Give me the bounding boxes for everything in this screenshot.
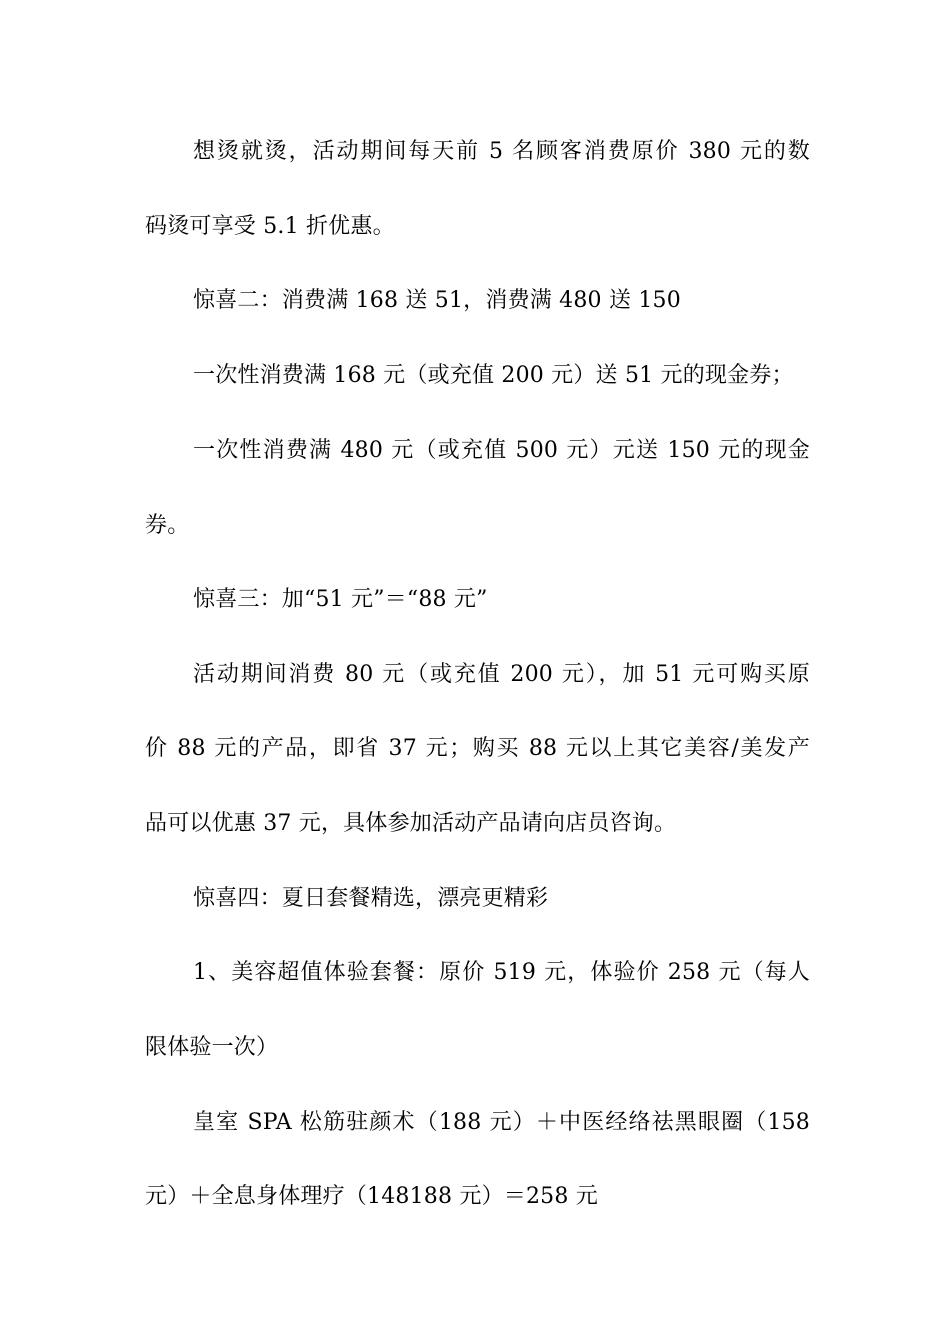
paragraph-9-line-1: 皇室 SPA 松筋驻颜术（188 元）＋中医经络祛黑眼圈（158: [193, 1110, 810, 1135]
paragraph-7-line-1: 惊喜四：夏日套餐精选，漂亮更精彩: [193, 886, 549, 911]
paragraph-8-line-1: 1、美容超值体验套餐：原价 519 元，体验价 258 元（每人: [193, 960, 810, 985]
paragraph-6-line-3: 品可以优惠 37 元，具体参加活动产品请向店员咨询。: [145, 811, 677, 836]
paragraph-4-line-2: 券。: [145, 513, 190, 538]
paragraph-1-line-2: 码烫可享受 5.1 折优惠。: [145, 214, 395, 239]
paragraph-2-line-1: 惊喜二：消费满 168 送 51，消费满 480 送 150: [193, 288, 681, 313]
paragraph-6-line-1: 活动期间消费 80 元（或充值 200 元），加 51 元可购买原: [193, 662, 810, 687]
paragraph-4-line-1: 一次性消费满 480 元（或充值 500 元）元送 150 元的现金: [193, 438, 810, 463]
paragraph-6-line-2: 价 88 元的产品，即省 37 元；购买 88 元以上其它美容/美发产: [145, 736, 810, 761]
paragraph-1-line-1: 想烫就烫，活动期间每天前 5 名顾客消费原价 380 元的数: [193, 139, 810, 164]
paragraph-5-line-1: 惊喜三：加“51 元”＝“88 元”: [193, 587, 488, 612]
paragraph-9-line-2: 元）＋全息身体理疗（148188 元）＝258 元: [145, 1184, 598, 1209]
paragraph-8-line-2: 限体验一次）: [145, 1035, 279, 1060]
paragraph-3-line-1: 一次性消费满 168 元（或充值 200 元）送 51 元的现金券；: [193, 363, 794, 388]
